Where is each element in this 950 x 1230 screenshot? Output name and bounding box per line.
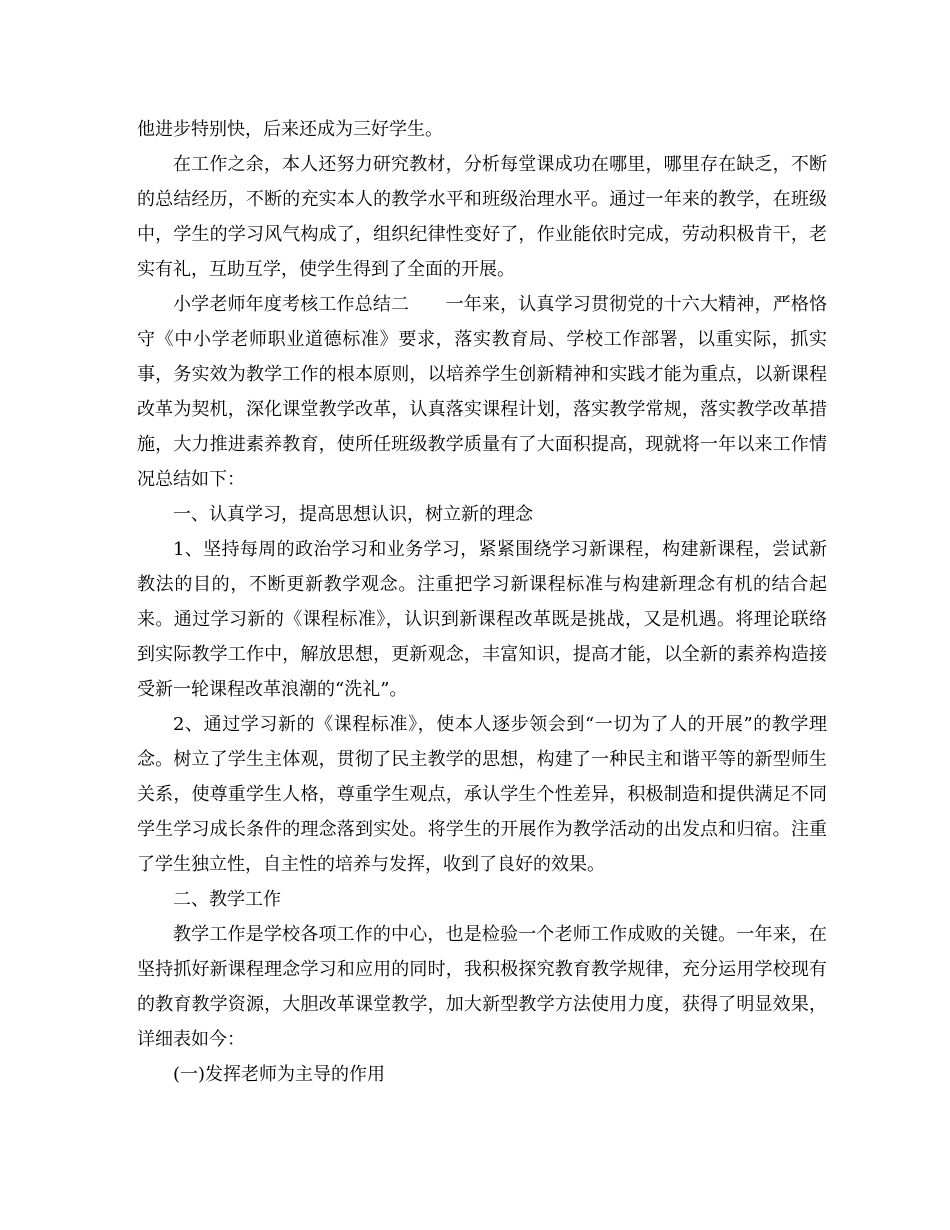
document-body <box>137 112 827 1092</box>
subsection-heading-teacher-role: (一)发挥老师为主导的作用 <box>173 1064 386 1085</box>
paragraph-summary-two-intro: 小学老师年度考核工作总结二 一年来，认真学习贯彻党的十六大精神，严格恪守《中小学老师职业道德标准》要求，落实教育局、学校工作部署，以重实际，抓实事，务实效为教学工作的根本原则，以培养学生创新精神和实践才能为重点，以新课程改革为契机，深化课堂教学改革，认真落实课程计划，落实教学常规，落实教学改革措施，大力推进素养教育，使所任班级教学质量有了大面积提高，现就将一年以来工作情况总结如下： <box>137 294 827 490</box>
paragraph-teaching-work: 教学工作是学校各项工作的中心，也是检验一个老师工作成败的关键。一年来，在坚持抓好新课程理念学习和应用的同时，我积极探究教育教学规律，充分运用学校现有的教育教学资源，大胆改革课堂教学，加大新型教学方法使用力度，获得了明显效果，详细表如今： <box>137 924 827 1050</box>
paragraph-self-study: 在工作之余，本人还努力研究教材，分析每堂课成功在哪里，哪里存在缺乏，不断的总结经历，不断的充实本人的教学水平和班级治理水平。通过一年来的教学，在班级中，学生的学习风气构成了，组织纪律性变好了，作业能依时完成，劳动积极肯干，老实有礼，互助互学，使学生得到了全面的开展。 <box>137 154 827 280</box>
paragraph-weekly-study: 1、坚持每周的政治学习和业务学习，紧紧围绕学习新课程，构建新课程，尝试新教法的目的，不断更新教学观念。注重把学习新课程标准与构建新理念有机的结合起来。通过学习新的《课程标准》，认识到新课程改革既是挑战，又是机遇。将理论联络到实际教学工作中，解放思想，更新观念，丰富知识，提高才能，以全新的素养构造接受新一轮课程改革浪潮的“洗礼”。 <box>137 539 827 700</box>
paragraph-curriculum-standards: 2、通过学习新的《课程标准》，使本人逐步领会到“一切为了人的开展”的教学理念。树立了学生主体观，贯彻了民主教学的思想，构建了一种民主和谐平等的新型师生关系，使尊重学生人格，尊重学生观点，承认学生个性差异，积极制造和提供满足不同学生学习成长条件的理念落到实处。将学生的开展作为教学活动的出发点和归宿。注重了学生独立性，自主性的培养与发挥，收到了良好的效果。 <box>137 714 827 875</box>
section-heading-study: 一、认真学习，提高思想认识，树立新的理念 <box>173 504 533 525</box>
section-heading-teaching: 二、教学工作 <box>173 889 281 910</box>
paragraph-continued: 他进步特别快，后来还成为三好学生。 <box>137 119 443 140</box>
